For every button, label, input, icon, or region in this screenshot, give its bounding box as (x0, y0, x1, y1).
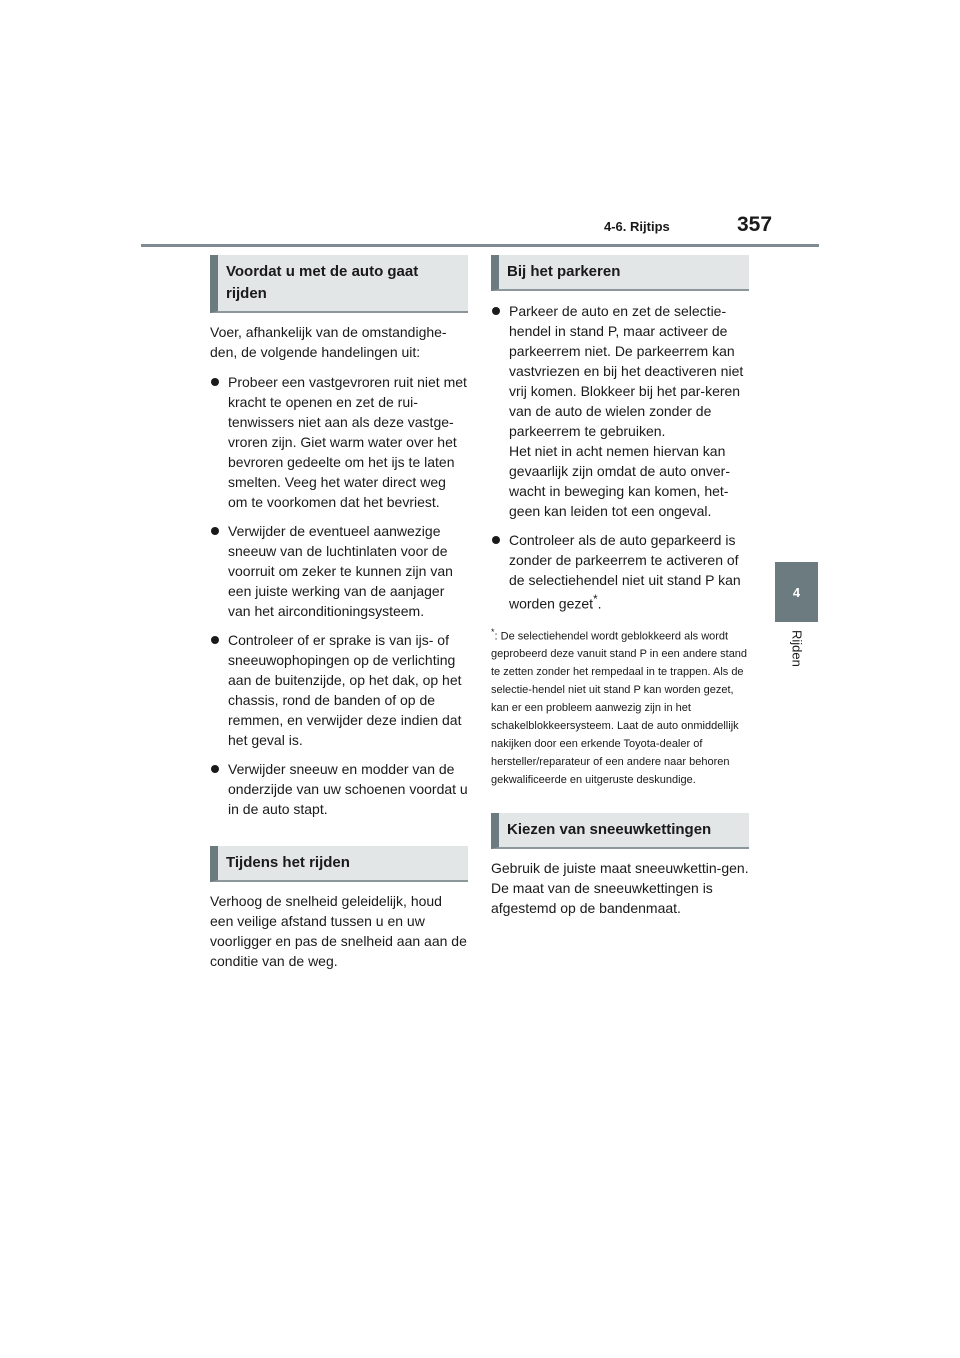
parking-instruction: Parkeer de auto en zet de selectie-hendel in stand P, maar activeer de parkeerrem niet. De parkeerrem kan vastvriezen en bij het deactiveren niet vrij komen. Blokkeer bij het par-keren van de auto de wielen zonder de parkeerrem te gebruiken. (509, 303, 744, 439)
list-item: Verwijder de eventueel aanwezige sneeuw van de luchtinlaten voor de voorruit om zeker te kunnen zijn van een juiste werking van de aanjager van het airconditioningsysteem. (210, 521, 468, 621)
list-item: Probeer een vastgevroren ruit niet met kracht te openen en zet de rui-tenwissers niet aan als deze vastge-vroren zijn. Giet warm water over het bevroren gedeelte om het ijs te laten smelten. Veeg het water direct weg om te voorkomen dat het bevriest. (210, 372, 468, 512)
bullet-list-before-driving (210, 372, 468, 819)
parking-warning: Het niet in acht nemen hiervan kan gevaarlijk zijn omdat de auto onver-wacht in beweging kan komen, het-geen kan leiden tot een ongeval. (509, 443, 731, 519)
list-item (491, 530, 749, 614)
section-heading-before-driving: Voordat u met de auto gaat rijden (210, 255, 468, 313)
right-column (491, 255, 749, 918)
footnote-reference[interactable]: * (593, 593, 598, 606)
chapter-label-text: Rijden (789, 630, 805, 667)
left-column (210, 255, 468, 971)
footnote-colon: : (494, 630, 498, 643)
footnote-text: De selectiehendel wordt geblokkeerd als wordt geprobeerd deze vanuit stand P in een andere stand te zetten zonder het rempedaal in te trappen. Als de selectie-hendel niet uit stand P kan worden gezet, kan er een probleem aanwezig zijn in het schakelblokkeersysteem. Laat de auto onmiddellijk nakijken door een erkende Toyota-dealer of hersteller/reparateur of een andere naar behoren gekwalificeerde en uitgeruste deskundige. (491, 630, 748, 787)
list-item (491, 301, 749, 521)
section-heading-parking: Bij het parkeren (491, 255, 749, 291)
period: . (597, 595, 602, 612)
chapter-tab[interactable] (775, 562, 818, 622)
parking-check: Controleer als de auto geparkeerd is zonder de parkeerrem te activeren of de selectiehendel niet uit stand P kan worden gezet (509, 532, 741, 612)
footnote-mark: * (491, 626, 495, 637)
section-title: 4-6. Rijtips (604, 219, 670, 234)
snow-chains-paragraph-2: De maat van de sneeuwkettingen is afgestemd op de bandenmaat. (491, 880, 713, 917)
header-rule (141, 244, 819, 247)
section-heading-snow-chains: Kiezen van sneeuwkettingen (491, 813, 749, 849)
chapter-label (783, 630, 811, 690)
chapter-number: 4 (792, 584, 801, 600)
footnote (491, 623, 749, 790)
intro-paragraph: Voer, afhankelijk van de omstandighe-den, de volgende handelingen uit: (210, 324, 447, 360)
bullet-list-parking (491, 301, 749, 614)
while-driving-paragraph: Verhoog de snelheid geleidelijk, houd een veilige afstand tussen u en uw voorligger en pas de snelheid aan aan de conditie van de weg. (210, 893, 467, 969)
section-heading-while-driving: Tijdens het rijden (210, 846, 468, 882)
list-item: Controleer of er sprake is van ijs- of sneeuwophopingen op de verlichting aan de buitenzijde, op het dak, op het chassis, rond de banden of op de remmen, en verwijder deze indien dat het geval is. (210, 630, 468, 750)
page-number: 357 (737, 213, 773, 236)
snow-chains-paragraph-1: Gebruik de juiste maat sneeuwkettin-gen. (491, 860, 749, 877)
list-item: Verwijder sneeuw en modder van de onderzijde van uw schoenen voordat u in de auto stapt. (210, 759, 468, 819)
